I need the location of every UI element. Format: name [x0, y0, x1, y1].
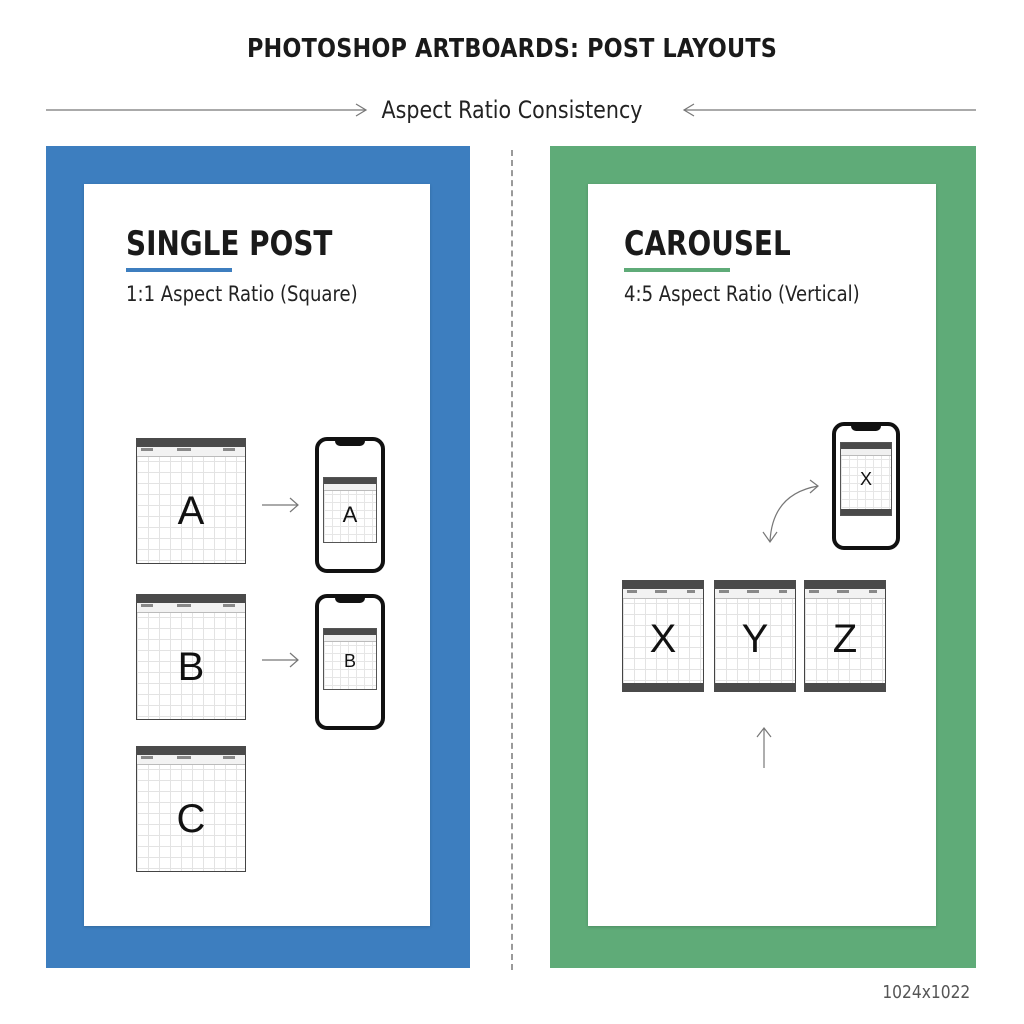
carousel-subtitle: 4:5 Aspect Ratio (Vertical): [624, 282, 860, 306]
carousel-arrows: [588, 184, 936, 926]
artboard-letter: Y: [741, 617, 769, 661]
curved-arrow-line: [770, 486, 818, 542]
artboard-letter: B: [177, 645, 205, 689]
subtitle: Aspect Ratio Consistency: [381, 96, 643, 124]
single-post-arrows: [84, 184, 430, 926]
single-post-panel: [46, 146, 470, 968]
phone-letter: B: [343, 651, 356, 671]
dimensions-label: 1024x1022: [882, 982, 970, 1003]
subtitle-row: [0, 88, 1024, 132]
center-divider: [511, 150, 513, 970]
single-post-artboard-sheet: [84, 184, 430, 926]
artboard-letter: C: [176, 797, 206, 841]
carousel-panel: [550, 146, 976, 968]
artboard-letter: Z: [832, 617, 858, 661]
carousel-title: CAROUSEL: [624, 224, 791, 264]
single-post-title: SINGLE POST: [126, 224, 333, 264]
carousel-artboard-sheet: [588, 184, 936, 926]
artboard-letter: X: [649, 617, 677, 661]
phone-letter: A: [342, 502, 358, 527]
phone-letter: X: [859, 469, 872, 489]
page-title: PHOTOSHOP ARTBOARDS: POST LAYOUTS: [246, 34, 778, 64]
artboard-letter: A: [177, 489, 205, 533]
single-post-subtitle: 1:1 Aspect Ratio (Square): [126, 282, 358, 306]
